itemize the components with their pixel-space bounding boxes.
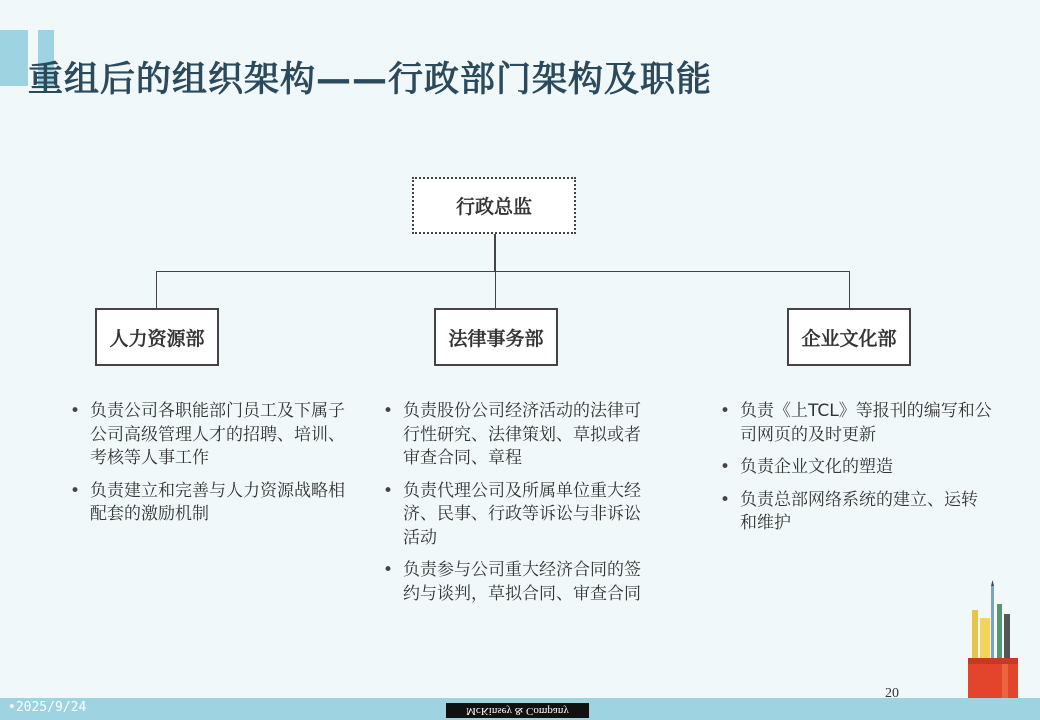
duty-item: • 负责总部网络系统的建立、运转和维护 [720,489,992,536]
duty-item: • 负责代理公司及所属单位重大经济、民事、行政等诉讼与非诉讼活动 [383,480,655,551]
dept-box-legal [434,308,558,366]
duty-item: • 负责企业文化的塑造 [720,456,992,480]
duty-list-hr [70,400,345,536]
dept-label: 企业文化部 [801,327,897,350]
dept-label: 法律事务部 [448,327,544,350]
page-number: 20 [885,686,899,701]
org-top-label: 行政总监 [455,196,532,218]
duty-list-culture [720,400,992,545]
connector-line [494,234,496,272]
footer-date-text: 2025/9/24 [15,700,87,715]
connector-line [495,271,496,308]
dept-label: 人力资源部 [109,327,205,350]
duty-item: • 负责建立和完善与人力资源战略相配套的激励机制 [70,480,345,527]
duty-item: • 负责公司各职能部门员工及下属子公司高级管理人才的招聘、培训、考核等人事工作 [70,400,345,471]
company-logo: McKinsey & Company [446,703,589,718]
corner-decoration [0,30,28,86]
page-title: 重组后的组织架构——行政部门架构及职能 [28,60,713,100]
connector-line [156,271,157,308]
org-top-box [412,177,576,234]
connector-line [849,271,850,308]
duty-item: • 负责股份公司经济活动的法律可行性研究、法律策划、草拟或者审查合同、章程 [383,400,655,471]
connector-line [156,271,850,272]
duty-item: • 负责参与公司重大经济合同的签约与谈判，草拟合同、审查合同 [383,559,655,606]
dept-box-culture [787,308,911,366]
duty-item: • 负责《上TCL》等报刊的编写和公司网页的及时更新 [720,400,992,447]
dept-box-hr [95,308,219,366]
duty-list-legal [383,400,655,615]
footer-date: •2025/9/24 [8,700,87,715]
